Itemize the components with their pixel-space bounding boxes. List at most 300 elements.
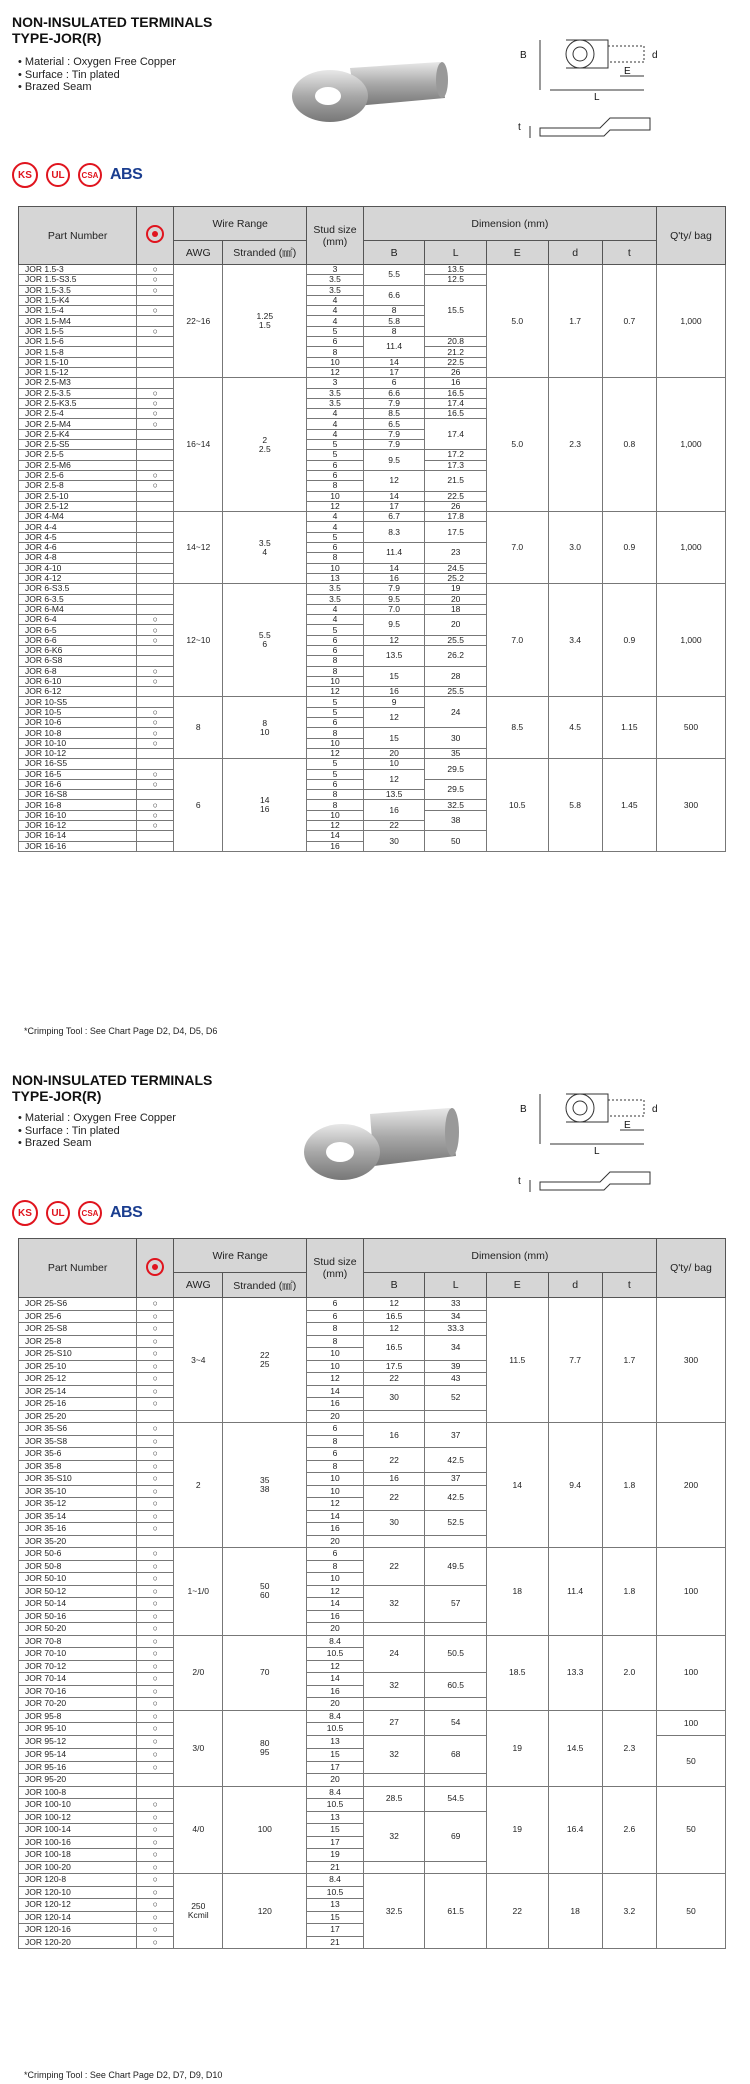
header-part-number: Part Number	[19, 1239, 137, 1298]
dim-B-cell: 14	[363, 491, 425, 501]
dim-B-cell: 8	[363, 306, 425, 316]
ks-mark-cell: ○	[137, 1610, 174, 1623]
dim-L-cell: 33	[425, 1298, 487, 1311]
header-t: t	[602, 241, 656, 265]
part-number-cell: JOR 100-14	[19, 1824, 137, 1837]
stud-size-cell: 10	[307, 1360, 364, 1373]
section-title	[12, 14, 212, 46]
awg-cell: 3/0	[174, 1710, 223, 1786]
ks-mark-cell: ○	[137, 625, 174, 635]
stud-size-cell: 20	[307, 1410, 364, 1423]
ks-mark-cell: ○	[137, 1398, 174, 1411]
dim-B-cell: 16	[363, 1423, 425, 1448]
ks-mark-cell	[137, 748, 174, 758]
ks-mark-cell: ○	[137, 1598, 174, 1611]
dim-B-cell: 32.5	[363, 1874, 425, 1949]
part-number-cell: JOR 100-20	[19, 1861, 137, 1874]
dim-B-cell: 16.5	[363, 1335, 425, 1360]
dim-B-cell: 9	[363, 697, 425, 707]
stud-size-cell: 6	[307, 470, 364, 480]
part-number-cell: JOR 16-S8	[19, 790, 137, 800]
header-L: L	[425, 241, 487, 265]
part-number-cell: JOR 6-3.5	[19, 594, 137, 604]
dim-L-cell: 26	[425, 501, 487, 511]
stud-size-cell: 17	[307, 1836, 364, 1849]
stranded-cell: 5.5 6	[223, 584, 307, 697]
table-row	[19, 512, 726, 522]
header-qty: Q'ty/ bag	[656, 207, 725, 265]
header-stranded: Stranded (㎟)	[223, 241, 307, 265]
stud-size-cell: 10	[307, 491, 364, 501]
dim-L-cell: 22.5	[425, 491, 487, 501]
ks-mark-cell	[137, 532, 174, 542]
ks-mark-cell: ○	[137, 1373, 174, 1386]
awg-cell: 2	[174, 1423, 223, 1548]
ks-mark-cell: ○	[137, 1498, 174, 1511]
dim-d-cell: 14.5	[548, 1710, 602, 1786]
stud-size-cell: 6	[307, 645, 364, 655]
table-row	[19, 1786, 726, 1799]
part-number-cell: JOR 100-8	[19, 1786, 137, 1799]
ks-mark-cell: ○	[137, 1749, 174, 1762]
stud-size-cell: 21	[307, 1936, 364, 1949]
spec-surface: • Surface : Tin plated	[18, 69, 176, 82]
dim-B-cell: 32	[363, 1585, 425, 1623]
stud-size-cell: 6	[307, 1310, 364, 1323]
stud-size-cell: 4	[307, 615, 364, 625]
ks-mark-cell: ○	[137, 1560, 174, 1573]
ks-mark-cell: ○	[137, 1435, 174, 1448]
dim-B-cell: 10	[363, 759, 425, 769]
ks-mark-cell	[137, 656, 174, 666]
stud-size-cell: 5	[307, 532, 364, 542]
dim-d-cell: 1.7	[548, 265, 602, 378]
dim-L-cell: 24	[425, 697, 487, 728]
header-awg: AWG	[174, 241, 223, 265]
ks-mark-cell	[137, 573, 174, 583]
dim-B-cell: 30	[363, 1385, 425, 1410]
part-number-cell: JOR 35-12	[19, 1498, 137, 1511]
part-number-cell: JOR 16-12	[19, 821, 137, 831]
ks-mark-cell: ○	[137, 1523, 174, 1536]
header-B: B	[363, 1273, 425, 1298]
dim-L-cell: 21.5	[425, 470, 487, 491]
dim-B-cell: 32	[363, 1811, 425, 1861]
ks-mark-cell: ○	[137, 1836, 174, 1849]
ks-mark-cell: ○	[137, 1710, 174, 1723]
stud-size-cell: 10.5	[307, 1886, 364, 1899]
spec-seam: • Brazed Seam	[18, 81, 176, 94]
spec-surface: • Surface : Tin plated	[18, 1125, 176, 1138]
dim-L-cell: 39	[425, 1360, 487, 1373]
dim-L-cell: 23	[425, 543, 487, 564]
dim-B-cell	[363, 1623, 425, 1636]
dim-B-cell: 12	[363, 470, 425, 491]
part-number-cell: JOR 2.5-6	[19, 470, 137, 480]
ks-mark-cell: ○	[137, 1936, 174, 1949]
ks-mark-cell: ○	[137, 1799, 174, 1812]
stranded-cell: 35 38	[223, 1423, 307, 1548]
part-number-cell: JOR 2.5-K4	[19, 429, 137, 439]
crimping-note: *Crimping Tool : See Chart Page D2, D7, D9, D10	[24, 2070, 223, 2080]
dim-E-cell: 5.0	[486, 265, 548, 378]
qty-cell: 1,000	[656, 512, 725, 584]
part-number-cell: JOR 35-8	[19, 1460, 137, 1473]
dim-B-cell: 7.9	[363, 440, 425, 450]
stud-size-cell: 6	[307, 460, 364, 470]
awg-cell: 250 Kcmil	[174, 1874, 223, 1949]
ks-mark-cell	[137, 460, 174, 470]
awg-cell: 22~16	[174, 265, 223, 378]
part-number-cell: JOR 100-10	[19, 1799, 137, 1812]
ks-mark-cell	[137, 512, 174, 522]
part-number-cell: JOR 16-10	[19, 810, 137, 820]
dim-B-cell: 14	[363, 563, 425, 573]
title-line-1: NON-INSULATED TERMINALS	[12, 14, 213, 30]
ks-mark-cell	[137, 1786, 174, 1799]
part-number-cell: JOR 25-S8	[19, 1323, 137, 1336]
part-number-cell: JOR 70-10	[19, 1648, 137, 1661]
stud-size-cell: 4	[307, 306, 364, 316]
part-number-cell: JOR 6-12	[19, 687, 137, 697]
dim-B-cell: 17	[363, 367, 425, 377]
ks-mark-cell: ○	[137, 1685, 174, 1698]
dim-B-cell: 20	[363, 748, 425, 758]
dim-E-cell: 5.0	[486, 378, 548, 512]
stud-size-cell: 12	[307, 821, 364, 831]
ks-mark-cell	[137, 429, 174, 439]
stranded-cell: 2 2.5	[223, 378, 307, 512]
dim-B-cell: 22	[363, 1485, 425, 1510]
header-E: E	[486, 1273, 548, 1298]
dim-B-cell: 16	[363, 573, 425, 583]
dim-L-cell: 37	[425, 1473, 487, 1486]
part-number-cell: JOR 1.5-3	[19, 265, 137, 275]
ks-mark-cell	[137, 543, 174, 553]
dim-E-cell: 22	[486, 1874, 548, 1949]
stud-size-cell: 19	[307, 1849, 364, 1862]
dim-B-cell: 7.9	[363, 429, 425, 439]
table-row	[19, 1635, 726, 1648]
part-number-cell: JOR 35-S8	[19, 1435, 137, 1448]
part-number-cell: JOR 1.5-K4	[19, 295, 137, 305]
qty-value: 50	[686, 1755, 696, 1766]
stud-size-cell: 12	[307, 687, 364, 697]
dim-L-cell: 17.8	[425, 512, 487, 522]
section-1	[0, 0, 750, 1040]
part-number-cell: JOR 120-20	[19, 1936, 137, 1949]
stud-size-cell: 12	[307, 501, 364, 511]
stud-size-cell: 3.5	[307, 388, 364, 398]
part-number-cell: JOR 1.5-4	[19, 306, 137, 316]
ks-mark-cell: ○	[137, 306, 174, 316]
awg-cell: 1~1/0	[174, 1548, 223, 1636]
dim-B-cell: 6.6	[363, 388, 425, 398]
ks-mark-cell	[137, 563, 174, 573]
part-number-cell: JOR 25-10	[19, 1360, 137, 1373]
ks-mark-cell: ○	[137, 1911, 174, 1924]
part-number-cell: JOR 50-8	[19, 1560, 137, 1573]
dim-L-cell: 17.5	[425, 522, 487, 543]
part-number-cell: JOR 4-6	[19, 543, 137, 553]
ks-mark-cell	[137, 440, 174, 450]
dim-B-cell: 6.6	[363, 285, 425, 306]
table-row	[19, 759, 726, 769]
dim-L-cell	[425, 1535, 487, 1548]
part-number-cell: JOR 16-8	[19, 800, 137, 810]
part-number-cell: JOR 70-12	[19, 1660, 137, 1673]
dim-B-cell	[363, 1861, 425, 1874]
label-E: E	[624, 1120, 631, 1131]
dim-d-cell: 16.4	[548, 1786, 602, 1874]
part-number-cell: JOR 4-10	[19, 563, 137, 573]
ks-mark-cell: ○	[137, 1473, 174, 1486]
stud-size-cell: 5	[307, 759, 364, 769]
table-row	[19, 378, 726, 388]
header-wire-range: Wire Range	[174, 207, 307, 241]
ks-mark-cell: ○	[137, 409, 174, 419]
dim-L-cell: 25.2	[425, 573, 487, 583]
dim-B-cell: 17	[363, 501, 425, 511]
stud-size-cell: 8	[307, 1335, 364, 1348]
dim-t-cell: 2.0	[602, 1635, 656, 1710]
ks-mark-cell	[137, 1410, 174, 1423]
header-ks-icon	[137, 207, 174, 265]
ks-mark-cell: ○	[137, 1385, 174, 1398]
stranded-cell: 80 95	[223, 1710, 307, 1786]
header-d: d	[548, 1273, 602, 1298]
ks-mark-cell: ○	[137, 1861, 174, 1874]
ks-mark-cell	[137, 295, 174, 305]
stud-size-cell: 10	[307, 1473, 364, 1486]
part-number-cell: JOR 35-20	[19, 1535, 137, 1548]
stud-size-cell: 12	[307, 1498, 364, 1511]
ks-mark-cell: ○	[137, 1548, 174, 1561]
header-dimension: Dimension (mm)	[363, 207, 656, 241]
ks-mark-cell: ○	[137, 1635, 174, 1648]
dim-B-cell: 14	[363, 357, 425, 367]
ks-mark-cell: ○	[137, 728, 174, 738]
dim-B-cell: 12	[363, 635, 425, 645]
stud-size-cell: 13	[307, 1735, 364, 1749]
awg-cell: 6	[174, 759, 223, 852]
ks-mark-cell	[137, 831, 174, 841]
stud-size-cell: 12	[307, 748, 364, 758]
dim-t-cell: 1.8	[602, 1423, 656, 1548]
ks-mark-cell: ○	[137, 1648, 174, 1661]
qty-cell: 100	[656, 1635, 725, 1710]
stud-size-cell: 5	[307, 326, 364, 336]
stud-size-cell: 12	[307, 367, 364, 377]
stud-size-cell: 6	[307, 779, 364, 789]
part-number-cell: JOR 16-16	[19, 841, 137, 851]
part-number-cell: JOR 120-14	[19, 1911, 137, 1924]
part-number-cell: JOR 2.5-12	[19, 501, 137, 511]
dim-L-cell: 17.2	[425, 450, 487, 460]
dim-B-cell: 24	[363, 1635, 425, 1673]
awg-cell: 14~12	[174, 512, 223, 584]
spec-material: • Material : Oxygen Free Copper	[18, 1112, 176, 1125]
part-number-cell: JOR 1.5-6	[19, 337, 137, 347]
part-number-cell: JOR 6-M4	[19, 604, 137, 614]
part-number-cell: JOR 95-8	[19, 1710, 137, 1723]
part-number-cell: JOR 4-8	[19, 553, 137, 563]
ks-mark-cell: ○	[137, 1886, 174, 1899]
stud-size-cell: 8	[307, 800, 364, 810]
part-number-cell: JOR 120-8	[19, 1874, 137, 1887]
dim-B-cell: 6	[363, 378, 425, 388]
label-E: E	[624, 66, 631, 77]
terminal-photo	[290, 50, 450, 130]
part-number-cell: JOR 6-5	[19, 625, 137, 635]
part-number-cell: JOR 6-S8	[19, 656, 137, 666]
dim-d-cell: 4.5	[548, 697, 602, 759]
certification-logos	[12, 162, 142, 188]
part-number-cell: JOR 10-10	[19, 738, 137, 748]
dim-B-cell: 7.9	[363, 584, 425, 594]
stud-size-cell: 8.4	[307, 1710, 364, 1723]
spec-material: • Material : Oxygen Free Copper	[18, 56, 176, 69]
dim-t-cell: 1.7	[602, 1298, 656, 1423]
part-number-cell: JOR 2.5-S5	[19, 440, 137, 450]
stud-size-cell: 20	[307, 1623, 364, 1636]
part-number-cell: JOR 6-10	[19, 676, 137, 686]
stud-size-cell: 16	[307, 1685, 364, 1698]
dim-t-cell: 3.2	[602, 1874, 656, 1949]
stud-size-cell: 8	[307, 728, 364, 738]
stud-size-cell: 10.5	[307, 1799, 364, 1812]
header-dimension: Dimension (mm)	[363, 1239, 656, 1273]
ks-mark-cell: ○	[137, 1849, 174, 1862]
part-number-cell: JOR 35-6	[19, 1448, 137, 1461]
dim-t-cell: 1.8	[602, 1548, 656, 1636]
ks-mark-cell: ○	[137, 1874, 174, 1887]
dim-E-cell: 8.5	[486, 697, 548, 759]
label-t: t	[518, 122, 521, 133]
stud-size-cell: 6	[307, 337, 364, 347]
ks-mark-cell: ○	[137, 1735, 174, 1749]
part-number-cell: JOR 50-10	[19, 1573, 137, 1586]
ks-mark-cell: ○	[137, 285, 174, 295]
part-number-cell: JOR 95-20	[19, 1774, 137, 1787]
ks-mark-cell	[137, 841, 174, 851]
part-number-cell: JOR 1.5-3.5	[19, 285, 137, 295]
part-number-cell: JOR 120-10	[19, 1886, 137, 1899]
dim-L-cell: 13.5	[425, 265, 487, 275]
dim-d-cell: 13.3	[548, 1635, 602, 1710]
ks-logo: KS	[12, 162, 38, 188]
stud-size-cell: 17	[307, 1924, 364, 1937]
stud-size-cell: 3.5	[307, 285, 364, 295]
table-row	[19, 1874, 726, 1887]
part-number-cell: JOR 35-10	[19, 1485, 137, 1498]
ks-mark-cell: ○	[137, 398, 174, 408]
stud-size-cell: 10	[307, 810, 364, 820]
dim-B-cell: 11.4	[363, 337, 425, 358]
stud-size-cell: 8	[307, 481, 364, 491]
dim-d-cell: 2.3	[548, 378, 602, 512]
dim-B-cell: 28.5	[363, 1786, 425, 1811]
stud-size-cell: 16	[307, 1610, 364, 1623]
dim-L-cell: 15.5	[425, 285, 487, 336]
stud-size-cell: 10	[307, 563, 364, 573]
dim-L-cell: 20	[425, 615, 487, 636]
dim-L-cell: 17.4	[425, 398, 487, 408]
stud-size-cell: 8.4	[307, 1786, 364, 1799]
label-d: d	[652, 50, 658, 61]
ks-mark-icon	[145, 224, 165, 244]
ks-mark-cell	[137, 347, 174, 357]
stud-size-cell: 10	[307, 1485, 364, 1498]
ks-mark-cell: ○	[137, 1485, 174, 1498]
qty-cell: 1,000	[656, 584, 725, 697]
ks-mark-cell: ○	[137, 1335, 174, 1348]
dim-L-cell: 50.5	[425, 1635, 487, 1673]
dim-t-cell: 1.45	[602, 759, 656, 852]
dim-L-cell: 20	[425, 594, 487, 604]
dim-t-cell: 0.9	[602, 512, 656, 584]
part-number-cell: JOR 50-14	[19, 1598, 137, 1611]
ks-mark-cell: ○	[137, 707, 174, 717]
part-number-cell: JOR 25-16	[19, 1398, 137, 1411]
label-L: L	[594, 92, 600, 103]
label-B: B	[520, 1104, 527, 1115]
csa-logo: CSA	[78, 1201, 102, 1225]
part-number-cell: JOR 10-5	[19, 707, 137, 717]
dim-E-cell: 18.5	[486, 1635, 548, 1710]
part-number-cell: JOR 4-12	[19, 573, 137, 583]
dim-B-cell: 32	[363, 1673, 425, 1698]
ks-logo: KS	[12, 1200, 38, 1226]
ks-mark-cell	[137, 594, 174, 604]
dim-t-cell: 0.8	[602, 378, 656, 512]
dim-L-cell: 32.5	[425, 800, 487, 810]
ks-mark-cell	[137, 522, 174, 532]
stud-size-cell: 10	[307, 738, 364, 748]
part-number-cell: JOR 1.5-S3.5	[19, 275, 137, 285]
stud-size-cell: 10.5	[307, 1723, 364, 1736]
stud-size-cell: 3.5	[307, 275, 364, 285]
dim-B-cell: 5.8	[363, 316, 425, 326]
title-line-1: NON-INSULATED TERMINALS	[12, 1072, 213, 1088]
stud-size-cell: 16	[307, 1523, 364, 1536]
stud-size-cell: 8	[307, 1460, 364, 1473]
stud-size-cell: 6	[307, 1448, 364, 1461]
stud-size-cell: 4	[307, 604, 364, 614]
part-number-cell: JOR 1.5-10	[19, 357, 137, 367]
dimension-drawing	[510, 18, 700, 158]
stud-size-cell: 14	[307, 1510, 364, 1523]
ks-mark-cell	[137, 697, 174, 707]
stud-size-cell: 10	[307, 1348, 364, 1361]
part-number-cell: JOR 2.5-3.5	[19, 388, 137, 398]
table-row	[19, 1423, 726, 1436]
ks-mark-cell	[137, 790, 174, 800]
part-number-cell: JOR 6-K6	[19, 645, 137, 655]
stud-size-cell: 6	[307, 1298, 364, 1311]
ks-mark-cell: ○	[137, 718, 174, 728]
stud-size-cell: 12	[307, 1585, 364, 1598]
ks-mark-cell	[137, 501, 174, 511]
stud-size-cell: 5	[307, 769, 364, 779]
dim-L-cell: 33.3	[425, 1323, 487, 1336]
stud-size-cell: 8.4	[307, 1874, 364, 1887]
dim-B-cell: 12	[363, 1298, 425, 1311]
stud-size-cell: 8	[307, 553, 364, 563]
qty-cell: 300	[656, 759, 725, 852]
dim-t-cell: 0.7	[602, 265, 656, 378]
dim-L-cell: 26	[425, 367, 487, 377]
